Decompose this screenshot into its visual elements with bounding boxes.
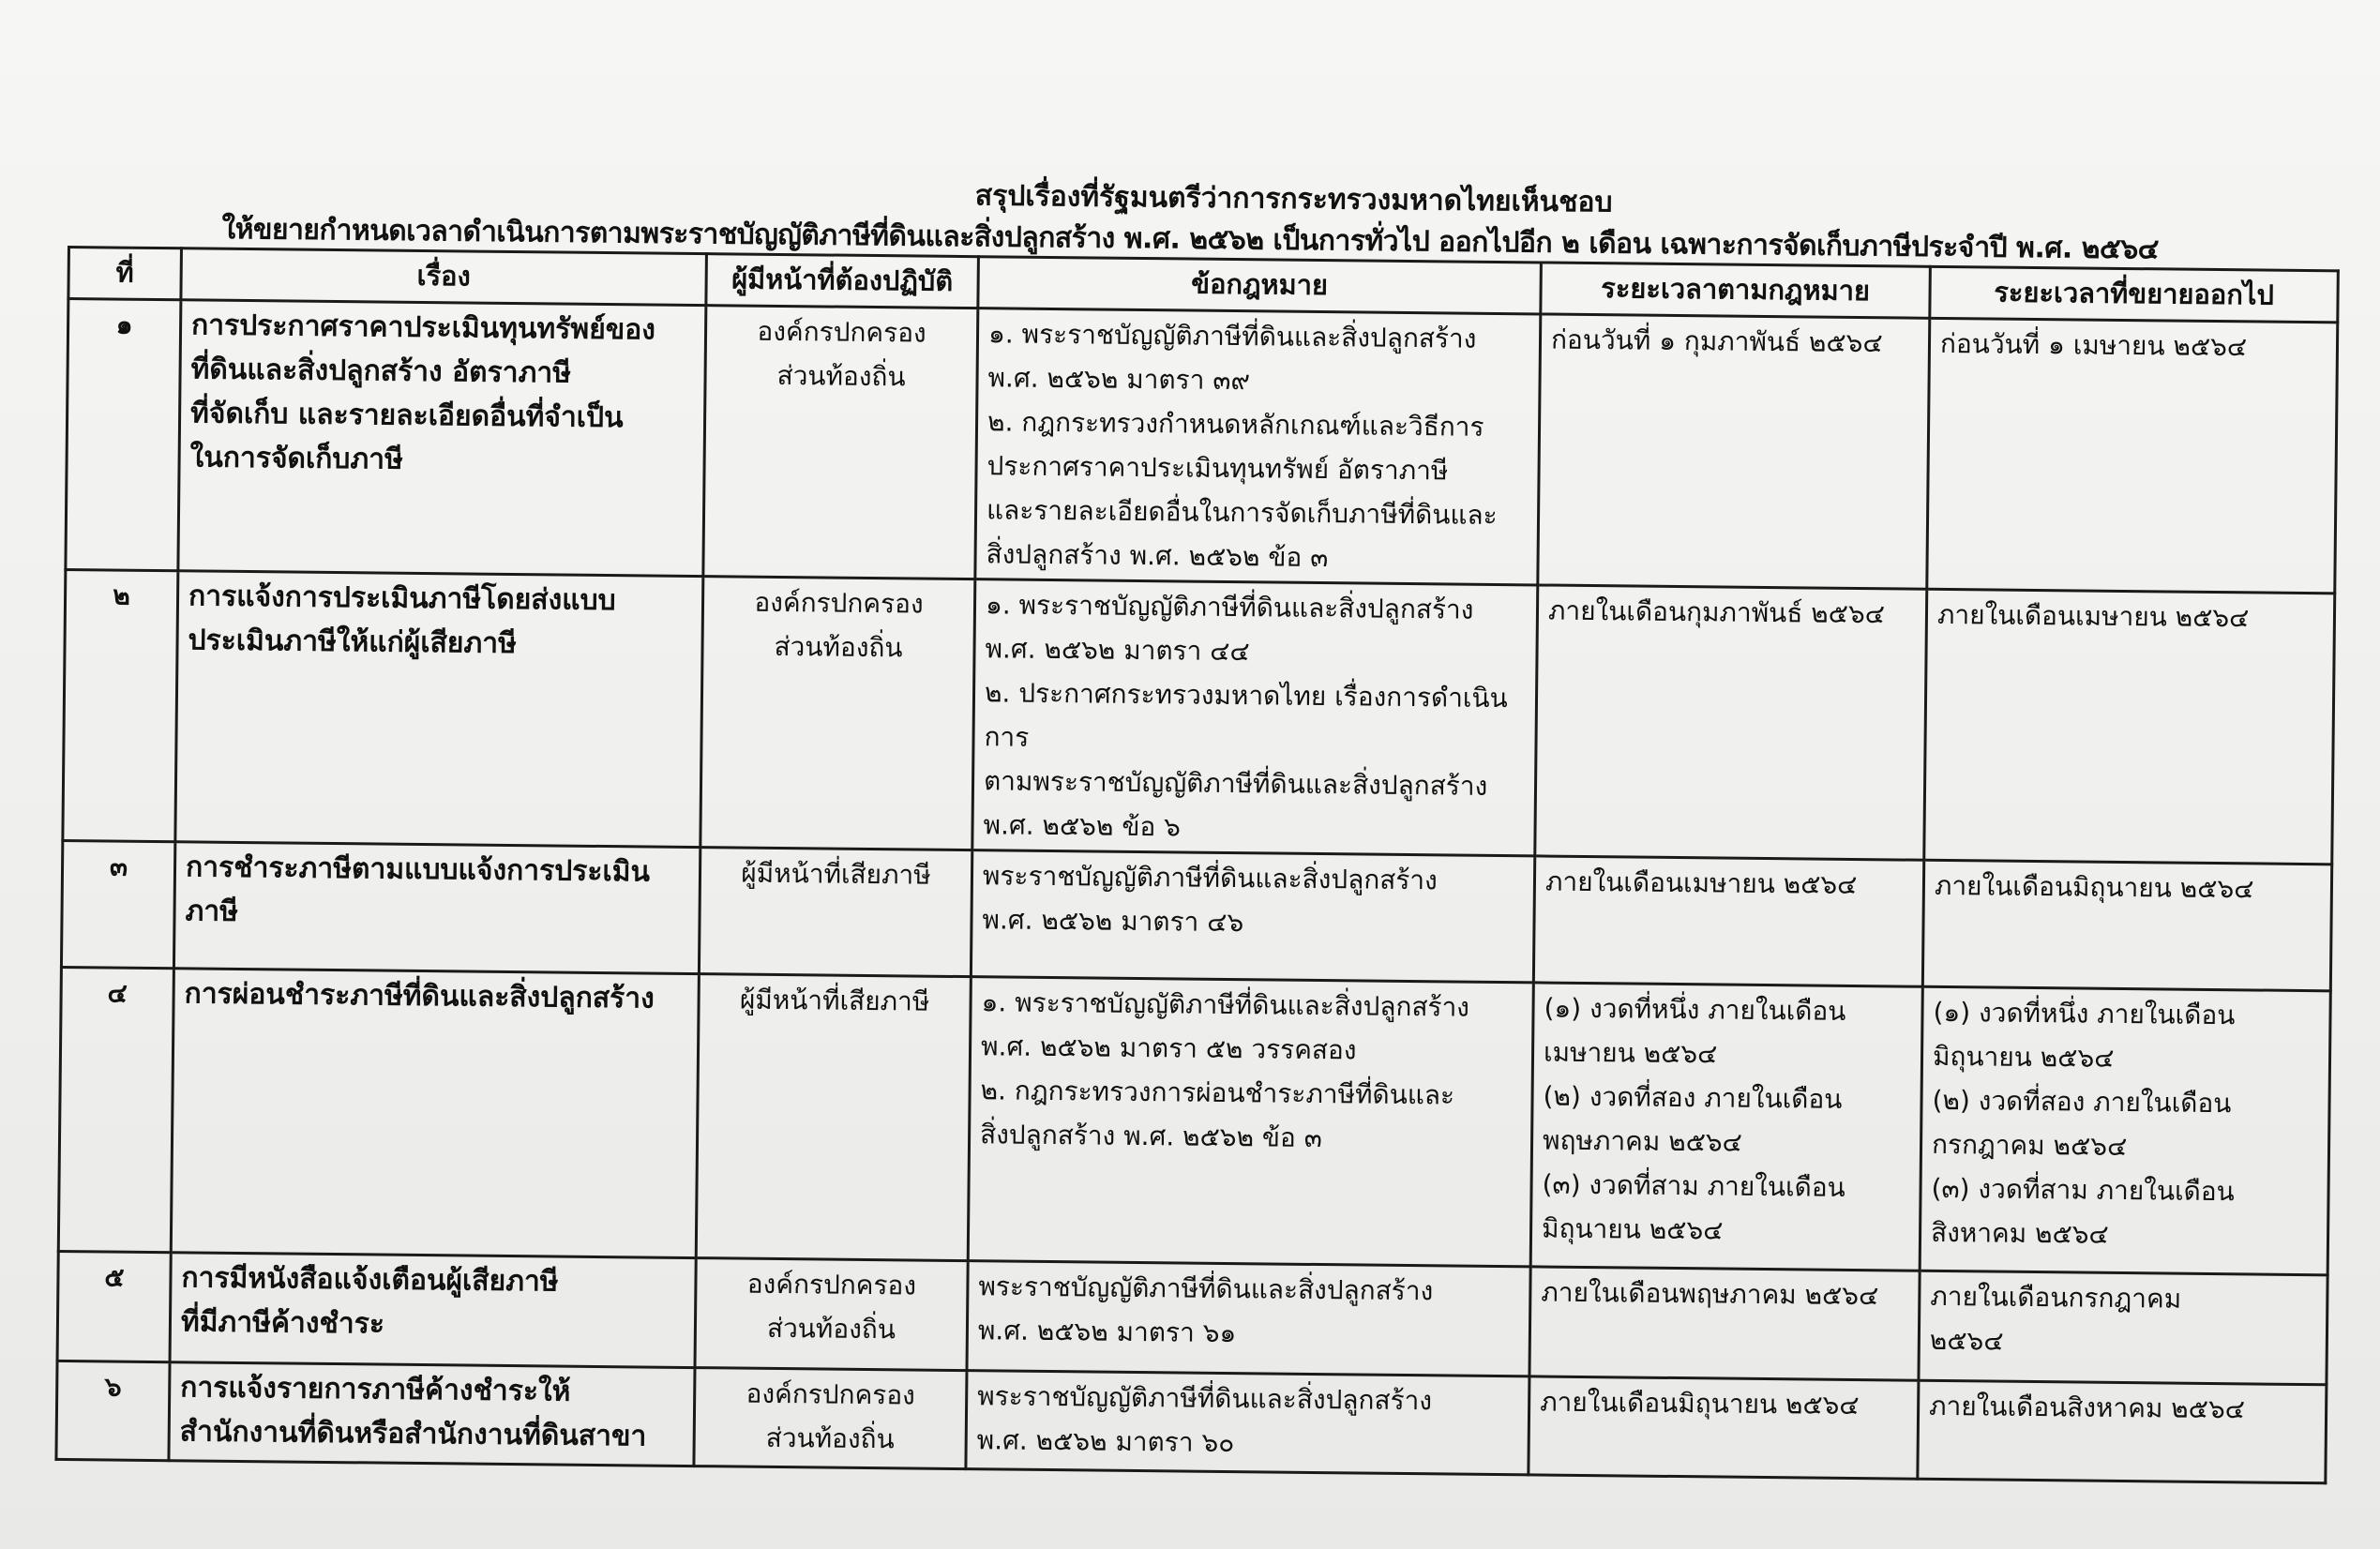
law-cell bbox=[975, 308, 1541, 585]
cell-line: สิงหาคม ๒๕๖๔ bbox=[1930, 1216, 2109, 1250]
cell-line: พ.ศ. ๒๕๖๒ ข้อ ๖ bbox=[983, 809, 1182, 843]
topic-cell bbox=[178, 300, 706, 577]
cell-line: ส่วนท้องถิ่น bbox=[776, 359, 906, 393]
cell-line: การแจ้งการประเมินภาษีโดยส่งแบบ bbox=[188, 579, 616, 618]
cell-line: ผู้มีหน้าที่เสียภาษี bbox=[739, 984, 930, 1017]
cell-line: พฤษภาคม ๒๕๖๔ bbox=[1542, 1124, 1743, 1158]
cell-line: พระราชบัญญัติภาษีที่ดินและสิ่งปลูกสร้าง bbox=[982, 860, 1438, 896]
cell-line: การชำระภาษีตามแบบแจ้งการประเมิน bbox=[185, 850, 651, 889]
cell-line: เมษายน ๒๕๖๔ bbox=[1543, 1036, 1718, 1070]
summary-table bbox=[54, 246, 2339, 1484]
cell-line: ภายในเดือนเมษายน ๒๕๖๔ bbox=[1936, 598, 2250, 634]
cell-line: สำนักงานที่ดินหรือสำนักงานที่ดินสาขา bbox=[179, 1415, 647, 1453]
law-cell bbox=[967, 1261, 1530, 1376]
law-cell bbox=[968, 977, 1533, 1267]
extended-deadline-cell bbox=[1922, 860, 2331, 991]
cell-line: ตามพระราชบัญญัติภาษีที่ดินและสิ่งปลูกสร้าง bbox=[983, 765, 1488, 802]
extended-deadline-cell bbox=[1919, 1271, 2327, 1385]
cell-line: ก่อนวันที่ ๑ เมษายน ๒๕๖๔ bbox=[1939, 327, 2248, 363]
document-title: สรุปเรื่องที่รัฐมนตรีว่าการกระทรวงมหาดไทยเห็นชอบ bbox=[974, 179, 1613, 219]
row-number: ๓ bbox=[61, 840, 174, 968]
responsible-cell bbox=[700, 577, 975, 850]
row-number: ๕ bbox=[57, 1251, 171, 1361]
original-deadline-cell bbox=[1535, 585, 1927, 860]
original-deadline-cell bbox=[1530, 983, 1922, 1271]
document-subtitle: ให้ขยายกำหนดเวลาดำเนินการตามพระราชบัญญัติภาษีที่ดินและสิ่งปลูกสร้าง พ.ศ. ๒๕๖๒ เป็นการทั่วไป ออกไปอีก ๒ เดือน เฉพาะการจัดเก็บภาษีประจำปี พ.ศ. ๒๕๖๔ bbox=[221, 213, 2160, 266]
cell-line: ๑. พระราชบัญญัติภาษีที่ดินและสิ่งปลูกสร้าง bbox=[985, 589, 1474, 625]
header-law: ข้อกฎหมาย bbox=[978, 257, 1542, 314]
topic-cell bbox=[175, 571, 703, 848]
cell-line: พ.ศ. ๒๕๖๒ มาตรา ๓๙ bbox=[987, 362, 1251, 397]
cell-line: ๑. พระราชบัญญัติภาษีที่ดินและสิ่งปลูกสร้าง bbox=[987, 318, 1477, 354]
cell-line: พ.ศ. ๒๕๖๒ มาตรา ๖๐ bbox=[976, 1424, 1235, 1459]
cell-line: ภายในเดือนเมษายน ๒๕๖๔ bbox=[1544, 865, 1858, 901]
cell-line: ๒. กฎกระทรวงกำหนดหลักเกณฑ์และวิธีการ bbox=[987, 406, 1484, 443]
cell-line: การผ่อนชำระภาษีที่ดินและสิ่งปลูกสร้าง bbox=[184, 977, 655, 1015]
header-extended-deadline: ระยะเวลาที่ขยายออกไป bbox=[1930, 266, 2339, 323]
table-row bbox=[66, 299, 2338, 594]
cell-line: (๑) งวดที่หนึ่ง ภายในเดือน bbox=[1933, 996, 2236, 1031]
cell-line: ภายในเดือนมิถุนายน ๒๕๖๔ bbox=[1934, 869, 2254, 905]
law-cell bbox=[966, 1371, 1529, 1475]
cell-line: ภายในเดือนมิถุนายน ๒๕๖๔ bbox=[1540, 1386, 1860, 1421]
cell-line: พระราชบัญญัติภาษีที่ดินและสิ่งปลูกสร้าง bbox=[978, 1271, 1434, 1307]
row-number: ๔ bbox=[58, 967, 173, 1252]
original-deadline-cell bbox=[1529, 1267, 1920, 1380]
cell-line: พ.ศ. ๒๕๖๒ มาตรา ๔๔ bbox=[985, 633, 1250, 668]
original-deadline-cell bbox=[1538, 314, 1930, 589]
cell-line: ที่มีภาษีค้างชำระ bbox=[180, 1305, 385, 1341]
cell-line: ที่ดินและสิ่งปลูกสร้าง อัตราภาษี bbox=[190, 353, 572, 390]
cell-line: และรายละเอียดอื่นในการจัดเก็บภาษีที่ดินและ bbox=[986, 494, 1498, 531]
cell-line: พระราชบัญญัติภาษีที่ดินและสิ่งปลูกสร้าง bbox=[977, 1380, 1433, 1417]
cell-line: มิถุนายน ๒๕๖๔ bbox=[1932, 1040, 2115, 1074]
cell-line: ที่จัดเก็บ และรายละเอียดอื่นที่จำเป็น bbox=[189, 397, 624, 435]
table-body bbox=[56, 299, 2338, 1483]
responsible-cell bbox=[703, 306, 978, 579]
cell-line: ภายในเดือนสิงหาคม ๒๕๖๔ bbox=[1928, 1390, 2246, 1425]
original-deadline-cell bbox=[1533, 856, 1923, 986]
topic-cell bbox=[171, 969, 699, 1258]
cell-line: ๑. พระราชบัญญัติภาษีที่ดินและสิ่งปลูกสร้าง bbox=[981, 986, 1470, 1023]
original-deadline-cell bbox=[1529, 1376, 1919, 1479]
cell-line: มิถุนายน ๒๕๖๔ bbox=[1541, 1212, 1724, 1246]
cell-line: กรกฎาคม ๒๕๖๔ bbox=[1931, 1128, 2128, 1163]
cell-line: (๓) งวดที่สาม ภายในเดือน bbox=[1931, 1172, 2235, 1208]
topic-cell bbox=[170, 1253, 696, 1368]
summary-table-wrapper bbox=[54, 246, 2336, 1484]
cell-line: ในการจัดเก็บภาษี bbox=[189, 441, 404, 476]
cell-line: องค์กรปกครอง bbox=[754, 586, 924, 620]
cell-line: องค์กรปกครอง bbox=[746, 1268, 917, 1301]
extended-deadline-cell bbox=[1918, 1380, 2327, 1483]
extended-deadline-cell bbox=[1920, 986, 2330, 1275]
law-cell bbox=[972, 579, 1538, 856]
header-responsible: ผู้มีหน้าที่ต้องปฏิบัติ bbox=[706, 254, 979, 308]
table-row bbox=[61, 840, 2331, 990]
cell-line: ภายในเดือนกรกฎาคม bbox=[1930, 1280, 2182, 1315]
cell-line: ส่วนท้องถิ่น bbox=[765, 1421, 895, 1455]
header-topic: เรื่อง bbox=[181, 248, 707, 306]
row-number: ๖ bbox=[56, 1361, 170, 1460]
cell-line: ภายในเดือนกุมภาพันธ์ ๒๕๖๔ bbox=[1547, 594, 1886, 630]
cell-line: ๒. กฎกระทรวงการผ่อนชำระภาษีที่ดินและ bbox=[980, 1075, 1455, 1111]
cell-line: องค์กรปกครอง bbox=[757, 315, 926, 349]
cell-line: การประกาศราคาประเมินทุนทรัพย์ของ bbox=[190, 308, 656, 347]
cell-line: ก่อนวันที่ ๑ กุมภาพันธ์ ๒๕๖๔ bbox=[1550, 323, 1883, 359]
cell-line: ๒. ประกาศกระทรวงมหาดไทย เรื่องการดำเนินการ bbox=[984, 677, 1508, 753]
table-row bbox=[63, 569, 2335, 864]
responsible-cell bbox=[699, 848, 972, 977]
extended-deadline-cell bbox=[1924, 589, 2335, 865]
law-cell bbox=[971, 850, 1534, 983]
cell-line: (๒) งวดที่สอง ภายในเดือน bbox=[1543, 1080, 1843, 1115]
header-original-deadline: ระยะเวลาตามกฎหมาย bbox=[1541, 263, 1931, 318]
cell-line: ผู้มีหน้าที่เสียภาษี bbox=[741, 857, 931, 891]
cell-line: พ.ศ. ๒๕๖๒ มาตรา ๕๒ วรรคสอง bbox=[980, 1030, 1357, 1066]
table-row bbox=[58, 967, 2330, 1274]
responsible-cell bbox=[695, 1258, 968, 1371]
cell-line: ประเมินภาษีให้แก่ผู้เสียภาษี bbox=[188, 624, 518, 661]
cell-line: ส่วนท้องถิ่น bbox=[774, 630, 903, 664]
responsible-cell bbox=[696, 974, 971, 1261]
cell-line: พ.ศ. ๒๕๖๒ มาตรา ๖๑ bbox=[977, 1315, 1237, 1349]
cell-line: ภาษี bbox=[185, 895, 239, 928]
cell-line: (๑) งวดที่หนึ่ง ภายในเดือน bbox=[1544, 992, 1846, 1027]
header-no: ที่ bbox=[68, 248, 182, 300]
cell-line: องค์กรปกครอง bbox=[746, 1377, 915, 1411]
topic-cell bbox=[169, 1362, 695, 1466]
cell-line: ส่วนท้องถิ่น bbox=[766, 1312, 896, 1346]
cell-line: สิ่งปลูกสร้าง พ.ศ. ๒๕๖๒ ข้อ ๓ bbox=[986, 538, 1329, 574]
cell-line: การแจ้งรายการภาษีค้างชำระให้ bbox=[180, 1371, 571, 1408]
extended-deadline-cell bbox=[1927, 318, 2338, 594]
cell-line: (๒) งวดที่สอง ภายในเดือน bbox=[1932, 1084, 2232, 1120]
row-number: ๑ bbox=[66, 299, 181, 571]
row-number: ๒ bbox=[63, 569, 178, 841]
responsible-cell bbox=[694, 1368, 967, 1469]
cell-line: ภายในเดือนพฤษภาคม ๒๕๖๔ bbox=[1541, 1276, 1879, 1312]
cell-line: สิ่งปลูกสร้าง พ.ศ. ๒๕๖๒ ข้อ ๓ bbox=[979, 1119, 1323, 1154]
cell-line: ๒๕๖๔ bbox=[1929, 1324, 2004, 1357]
cell-line: (๓) งวดที่สาม ภายในเดือน bbox=[1542, 1168, 1845, 1203]
cell-line: พ.ศ. ๒๕๖๒ มาตรา ๔๖ bbox=[982, 904, 1244, 939]
cell-line: ประกาศราคาประเมินทุนทรัพย์ อัตราภาษี bbox=[987, 450, 1449, 487]
topic-cell bbox=[173, 842, 700, 974]
cell-line: การมีหนังสือแจ้งเตือนผู้เสียภาษี bbox=[181, 1261, 559, 1299]
